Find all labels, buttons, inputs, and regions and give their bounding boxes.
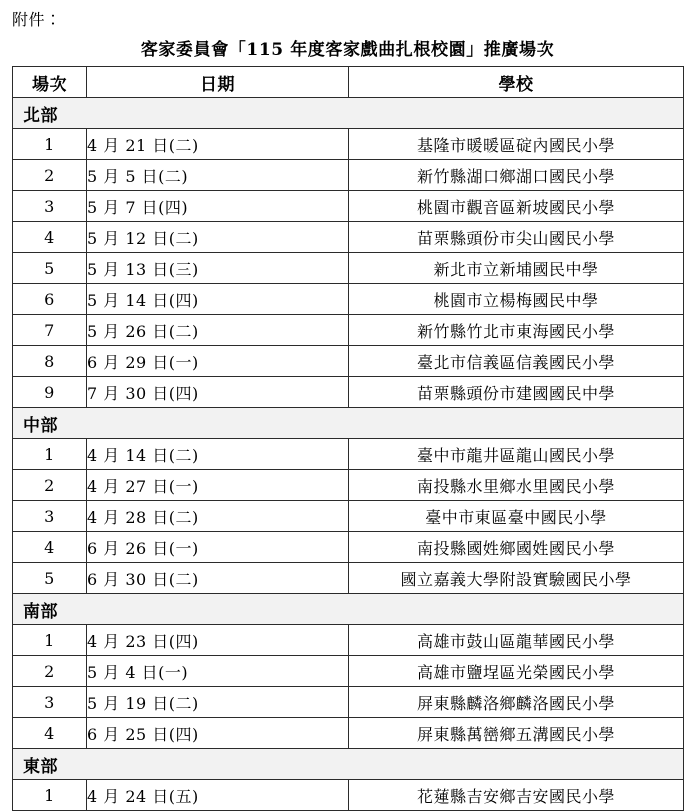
row-cell-school: 臺北市信義區信義國民小學 bbox=[349, 346, 684, 377]
table-row bbox=[13, 780, 684, 811]
row-cell-date: 4 月 21 日(二) bbox=[87, 129, 349, 160]
table-header-row bbox=[13, 67, 684, 98]
table-body bbox=[13, 98, 684, 811]
row-cell-date: 5 月 26 日(二) bbox=[87, 315, 349, 346]
row-cell-school: 基隆市暖暖區碇內國民小學 bbox=[349, 129, 684, 160]
row-cell-date: 6 月 25 日(四) bbox=[87, 718, 349, 749]
region-label: 東部 bbox=[13, 749, 684, 780]
region-header-row bbox=[13, 408, 684, 439]
row-cell-date: 4 月 24 日(五) bbox=[87, 780, 349, 811]
row-cell-seq: 3 bbox=[13, 501, 87, 532]
row-cell-seq: 1 bbox=[13, 780, 87, 811]
row-cell-school: 桃園市觀音區新坡國民小學 bbox=[349, 191, 684, 222]
row-cell-seq: 4 bbox=[13, 532, 87, 563]
row-cell-school: 苗栗縣頭份市建國國民中學 bbox=[349, 377, 684, 408]
row-cell-date: 4 月 23 日(四) bbox=[87, 625, 349, 656]
table-row bbox=[13, 253, 684, 284]
region-header-row bbox=[13, 749, 684, 780]
row-cell-seq: 9 bbox=[13, 377, 87, 408]
row-cell-school: 南投縣國姓鄉國姓國民小學 bbox=[349, 532, 684, 563]
table-row bbox=[13, 284, 684, 315]
table-row bbox=[13, 315, 684, 346]
row-cell-school: 南投縣水里鄉水里國民小學 bbox=[349, 470, 684, 501]
row-cell-seq: 2 bbox=[13, 470, 87, 501]
row-cell-seq: 3 bbox=[13, 687, 87, 718]
row-cell-date: 5 月 12 日(二) bbox=[87, 222, 349, 253]
table-row bbox=[13, 470, 684, 501]
region-header-row bbox=[13, 594, 684, 625]
row-cell-date: 5 月 5 日(二) bbox=[87, 160, 349, 191]
row-cell-date: 6 月 29 日(一) bbox=[87, 346, 349, 377]
row-cell-school: 臺中市東區臺中國民小學 bbox=[349, 501, 684, 532]
column-header-school: 學校 bbox=[349, 67, 684, 98]
table-row bbox=[13, 160, 684, 191]
table-header bbox=[13, 67, 684, 98]
table-row bbox=[13, 656, 684, 687]
row-cell-school: 新竹縣竹北市東海國民小學 bbox=[349, 315, 684, 346]
table-row bbox=[13, 377, 684, 408]
table-row bbox=[13, 191, 684, 222]
row-cell-school: 新北市立新埔國民中學 bbox=[349, 253, 684, 284]
row-cell-date: 4 月 28 日(二) bbox=[87, 501, 349, 532]
column-header-date: 日期 bbox=[87, 67, 349, 98]
row-cell-date: 5 月 4 日(一) bbox=[87, 656, 349, 687]
row-cell-seq: 1 bbox=[13, 129, 87, 160]
table-row bbox=[13, 625, 684, 656]
row-cell-school: 高雄市鹽埕區光榮國民小學 bbox=[349, 656, 684, 687]
row-cell-school: 桃園市立楊梅國民中學 bbox=[349, 284, 684, 315]
table-row bbox=[13, 501, 684, 532]
table-row bbox=[13, 129, 684, 160]
table-row bbox=[13, 718, 684, 749]
row-cell-seq: 2 bbox=[13, 656, 87, 687]
row-cell-seq: 8 bbox=[13, 346, 87, 377]
row-cell-school: 屏東縣萬巒鄉五溝國民小學 bbox=[349, 718, 684, 749]
row-cell-school: 苗栗縣頭份市尖山國民小學 bbox=[349, 222, 684, 253]
row-cell-date: 7 月 30 日(四) bbox=[87, 377, 349, 408]
row-cell-date: 4 月 14 日(二) bbox=[87, 439, 349, 470]
table-row bbox=[13, 532, 684, 563]
row-cell-date: 4 月 27 日(一) bbox=[87, 470, 349, 501]
region-label: 北部 bbox=[13, 98, 684, 129]
table-row bbox=[13, 687, 684, 718]
row-cell-seq: 3 bbox=[13, 191, 87, 222]
table-row bbox=[13, 563, 684, 594]
row-cell-seq: 1 bbox=[13, 625, 87, 656]
row-cell-school: 花蓮縣吉安鄉吉安國民小學 bbox=[349, 780, 684, 811]
row-cell-date: 5 月 14 日(四) bbox=[87, 284, 349, 315]
region-label: 南部 bbox=[13, 594, 684, 625]
row-cell-school: 臺中市龍井區龍山國民小學 bbox=[349, 439, 684, 470]
schedule-table-container bbox=[12, 66, 683, 811]
page-title: 客家委員會「115 年度客家戲曲扎根校園」推廣場次 bbox=[140, 40, 555, 60]
row-cell-seq: 4 bbox=[13, 718, 87, 749]
row-cell-seq: 5 bbox=[13, 253, 87, 284]
row-cell-school: 國立嘉義大學附設實驗國民小學 bbox=[349, 563, 684, 594]
row-cell-school: 屏東縣麟洛鄉麟洛國民小學 bbox=[349, 687, 684, 718]
row-cell-seq: 4 bbox=[13, 222, 87, 253]
row-cell-date: 5 月 19 日(二) bbox=[87, 687, 349, 718]
row-cell-seq: 6 bbox=[13, 284, 87, 315]
row-cell-seq: 1 bbox=[13, 439, 87, 470]
row-cell-seq: 7 bbox=[13, 315, 87, 346]
row-cell-school: 新竹縣湖口鄉湖口國民小學 bbox=[349, 160, 684, 191]
row-cell-date: 6 月 26 日(一) bbox=[87, 532, 349, 563]
region-label: 中部 bbox=[13, 408, 684, 439]
table-row bbox=[13, 222, 684, 253]
row-cell-date: 6 月 30 日(二) bbox=[87, 563, 349, 594]
row-cell-date: 5 月 13 日(三) bbox=[87, 253, 349, 284]
schedule-table bbox=[12, 66, 684, 811]
table-row bbox=[13, 439, 684, 470]
row-cell-seq: 2 bbox=[13, 160, 87, 191]
attachment-label: 附件： bbox=[12, 10, 62, 29]
table-row bbox=[13, 346, 684, 377]
region-header-row bbox=[13, 98, 684, 129]
row-cell-date: 5 月 7 日(四) bbox=[87, 191, 349, 222]
row-cell-seq: 5 bbox=[13, 563, 87, 594]
row-cell-school: 高雄市鼓山區龍華國民小學 bbox=[349, 625, 684, 656]
column-header-seq: 場次 bbox=[13, 67, 87, 98]
